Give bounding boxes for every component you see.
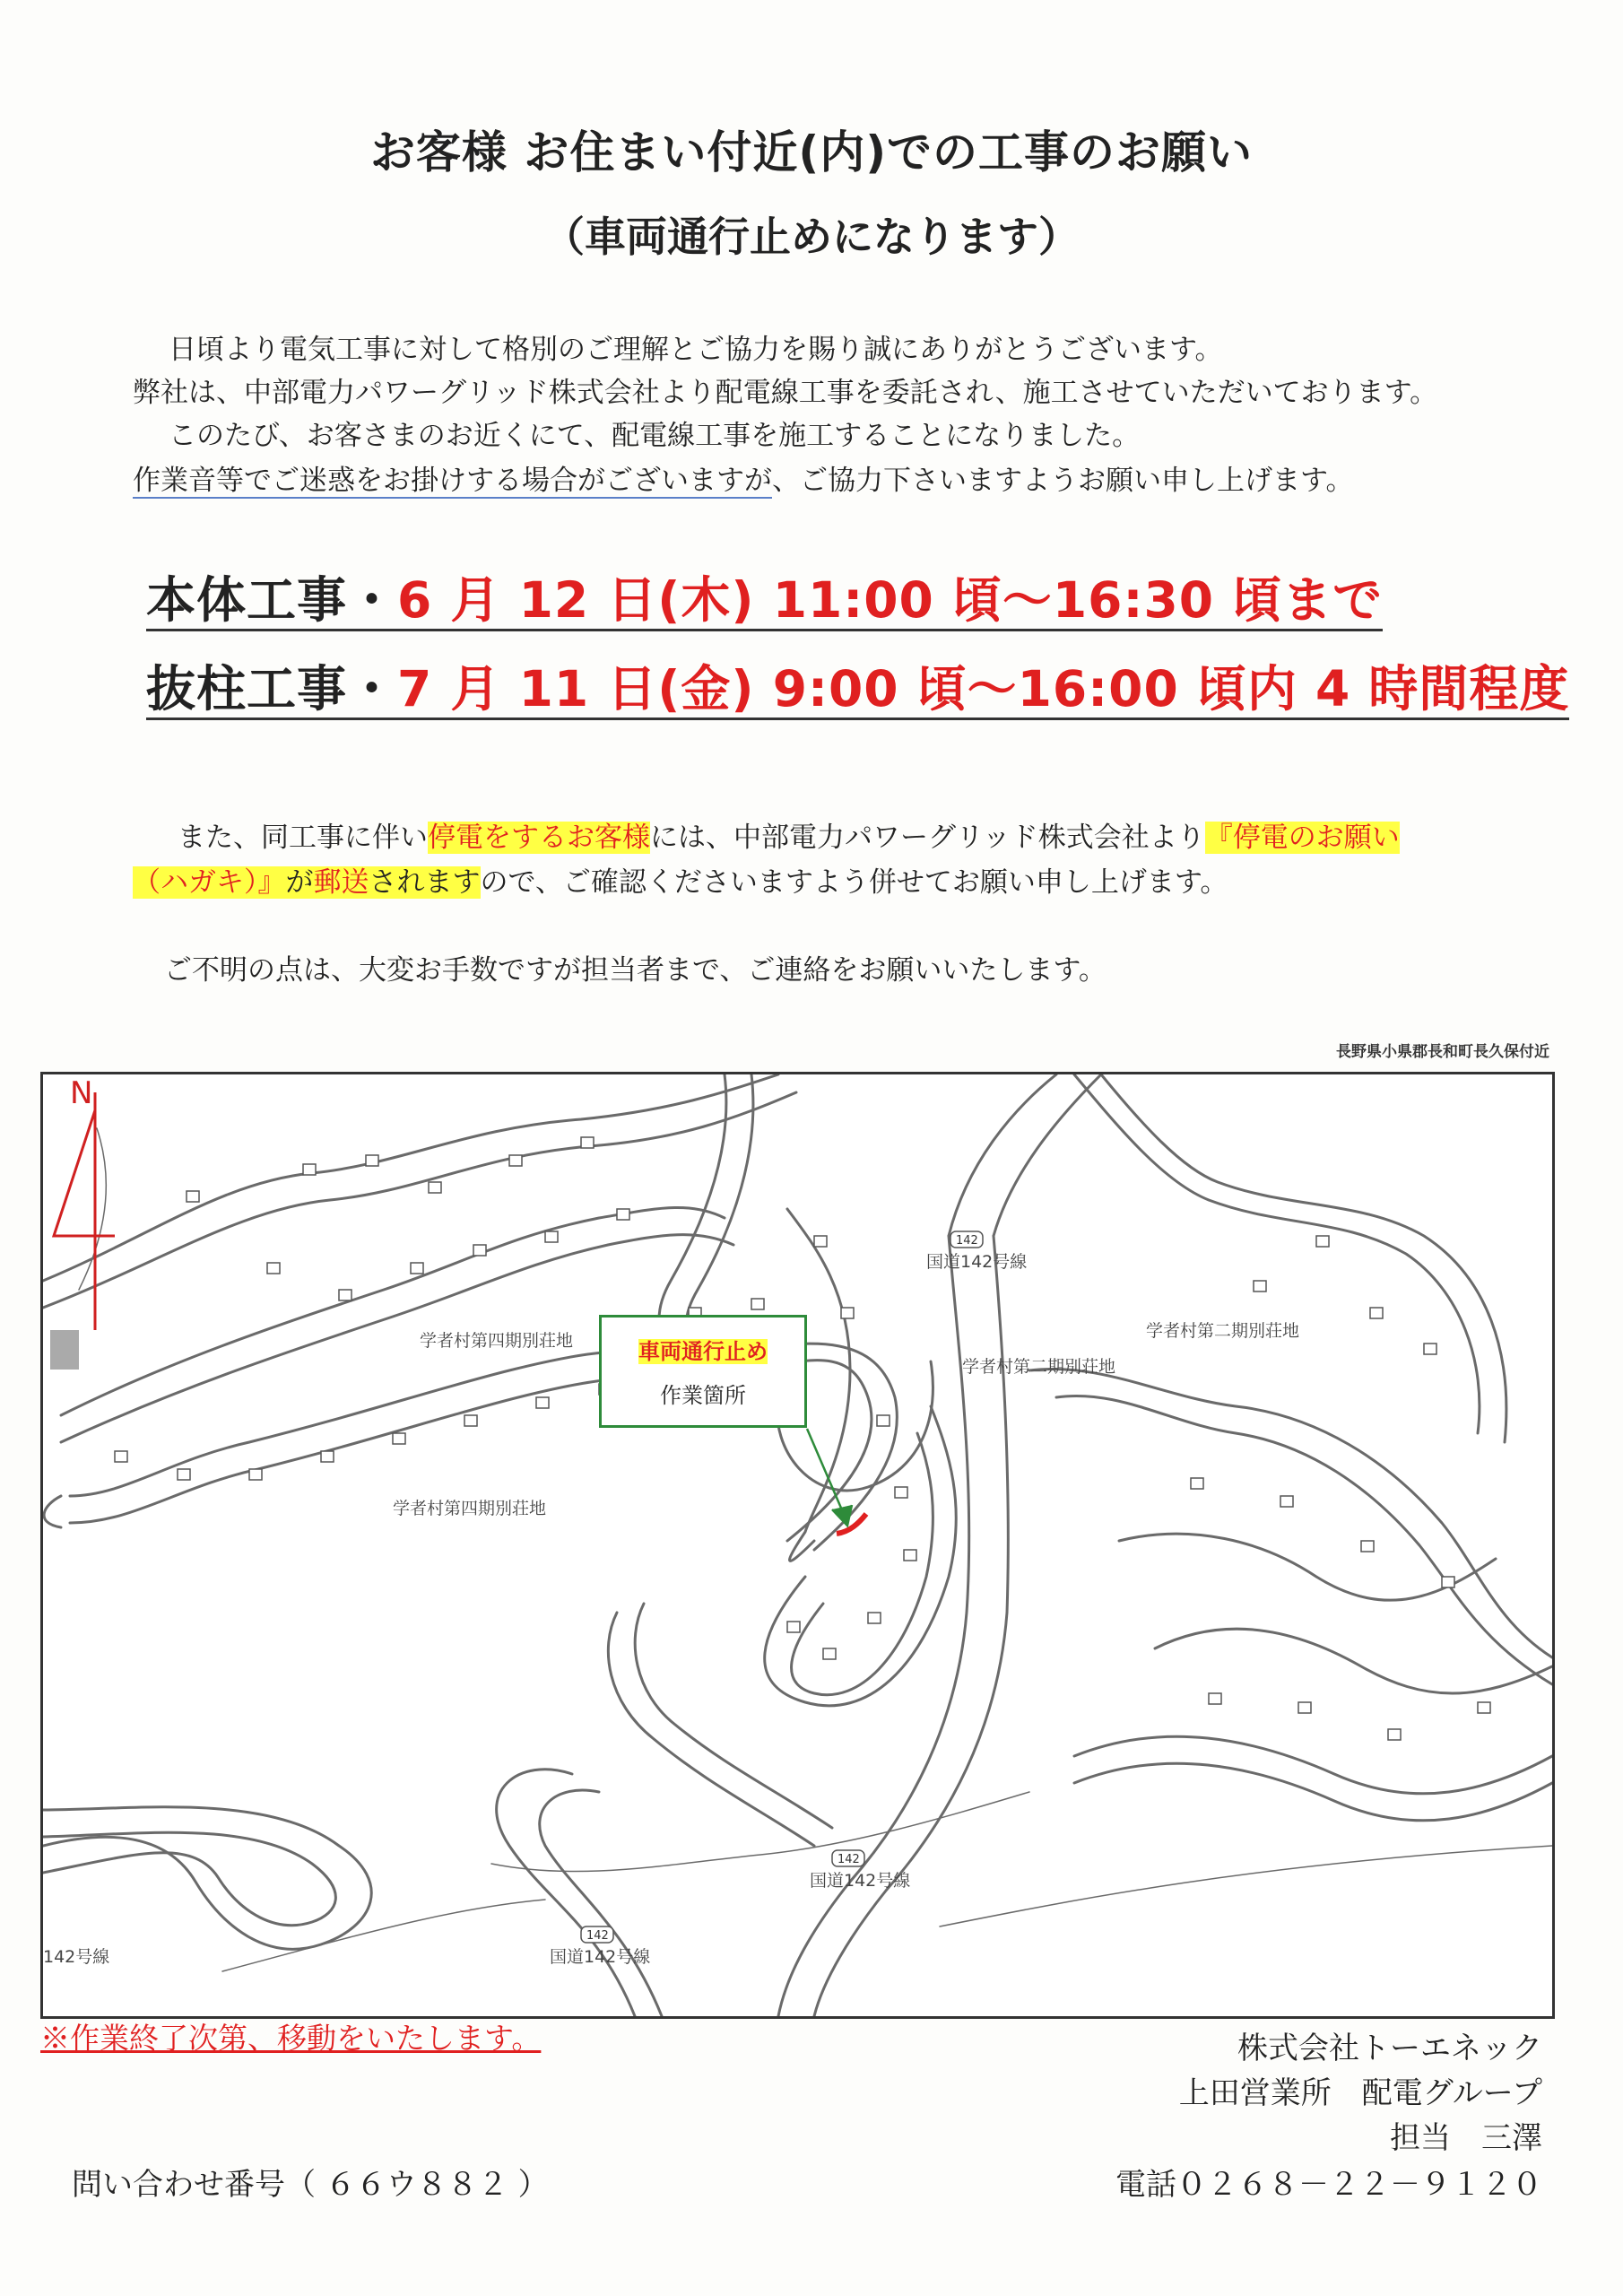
label-route-top: 国道142号線 <box>926 1252 1028 1272</box>
notice-line-1 <box>178 816 1400 859</box>
schedule-main-value: 6 月 12 日(木) 11:00 頃～16:30 頃まで <box>397 571 1383 631</box>
route-shield-icon <box>581 1926 613 1943</box>
notice-text: が <box>285 866 314 899</box>
notice-line-3: ご不明の点は、大変お手数ですが担当者まで、ご連絡をお願いいたします。 <box>164 954 1107 987</box>
callout-title: 車両通行止め <box>638 1339 768 1364</box>
label-district-2-right: 学者村第二期別荘地 <box>1146 1321 1300 1341</box>
schedule-pole-removal <box>146 649 1569 720</box>
schedule-main-label: 本体工事・ <box>146 571 397 631</box>
phone-number: 電話０２６８－２２－９１２０ <box>1115 2167 1542 2203</box>
north-arrow-icon <box>54 1092 115 1330</box>
notice-line-2 <box>133 861 1228 904</box>
inquiry-number: 問い合わせ番号（ ６６ウ８８２ ） <box>72 2167 549 2203</box>
schedule-pole-label: 抜柱工事・ <box>146 660 397 720</box>
notice-highlight-mail: 郵送 <box>313 866 369 899</box>
schedule-pole-value: 7 月 11 日(金) 9:00 頃～16:00 頃内 4 時間程度 <box>397 660 1569 720</box>
company-name: 株式会社トーエネック <box>1237 2031 1542 2066</box>
svg-text:142: 142 <box>956 1234 978 1248</box>
label-route-bottom: 国道142号線 <box>550 1947 651 1967</box>
notice-highlight-postcard: 『停電のお願い <box>1204 822 1400 854</box>
page-subtitle: （車両通行止めになります） <box>543 213 1080 261</box>
svg-text:142: 142 <box>586 1929 609 1943</box>
notice-text: されます <box>369 866 481 899</box>
notice-highlight-customers: 停電をするお客様 <box>428 822 650 854</box>
office-name: 上田営業所 配電グループ <box>1178 2075 1542 2111</box>
map-gray-area <box>50 1330 79 1370</box>
intro-line-1: 日頃より電気工事に対して格別のご理解とご協力を賜り誠にありがとうございます。 <box>169 334 1223 366</box>
contact-person: 担当 三澤 <box>1390 2120 1542 2156</box>
label-route-mid: 国道142号線 <box>810 1871 911 1891</box>
intro-line-4-underlined: 作業音等でご迷惑をお掛けする場合がございますが <box>133 465 772 497</box>
intro-line-4 <box>133 459 1354 502</box>
page-title: お客様 お住まい付近(内)での工事のお願い <box>369 126 1254 178</box>
footer-note: ※作業終了次第、移動をいたします。 <box>40 2021 542 2056</box>
svg-text:142: 142 <box>838 1853 860 1866</box>
intro-line-3: このたび、お客さまのお近くにて、配電線工事を施工することになりました。 <box>169 420 1141 452</box>
site-map <box>40 1072 1555 2019</box>
label-route-left: 142号線 <box>43 1947 110 1967</box>
label-district-4-lower: 学者村第四期別荘地 <box>393 1499 547 1518</box>
intro-line-2: 弊社は、中部電力パワーグリッド株式会社より配電線工事を委託され、施工させていただいております。 <box>133 377 1438 409</box>
callout-subtitle: 作業箇所 <box>660 1383 746 1408</box>
north-label: N <box>70 1075 93 1111</box>
notice-text: また、同工事に伴い <box>178 822 428 854</box>
notice-text: ので、ご確認くださいますよう併せてお願い申し上げます。 <box>480 866 1228 899</box>
label-district-2-center: 学者村第二期別荘地 <box>962 1357 1116 1377</box>
map-location: 長野県小県郡長和町長久保付近 <box>1336 1043 1549 1061</box>
schedule-main-work <box>146 561 1383 631</box>
map-drawing <box>43 1074 1552 2016</box>
route-shield-icon <box>832 1850 864 1866</box>
intro-line-4-rest: 、ご協力下さいますようお願い申し上げます。 <box>772 465 1354 497</box>
route-shield-icon <box>950 1231 983 1248</box>
callout-box <box>599 1315 807 1428</box>
notice-text: には、中部電力パワーグリッド株式会社より <box>650 822 1205 854</box>
notice-highlight-hagaki: （ハガキ）』 <box>133 866 286 899</box>
label-district-4-upper: 学者村第四期別荘地 <box>420 1331 574 1351</box>
